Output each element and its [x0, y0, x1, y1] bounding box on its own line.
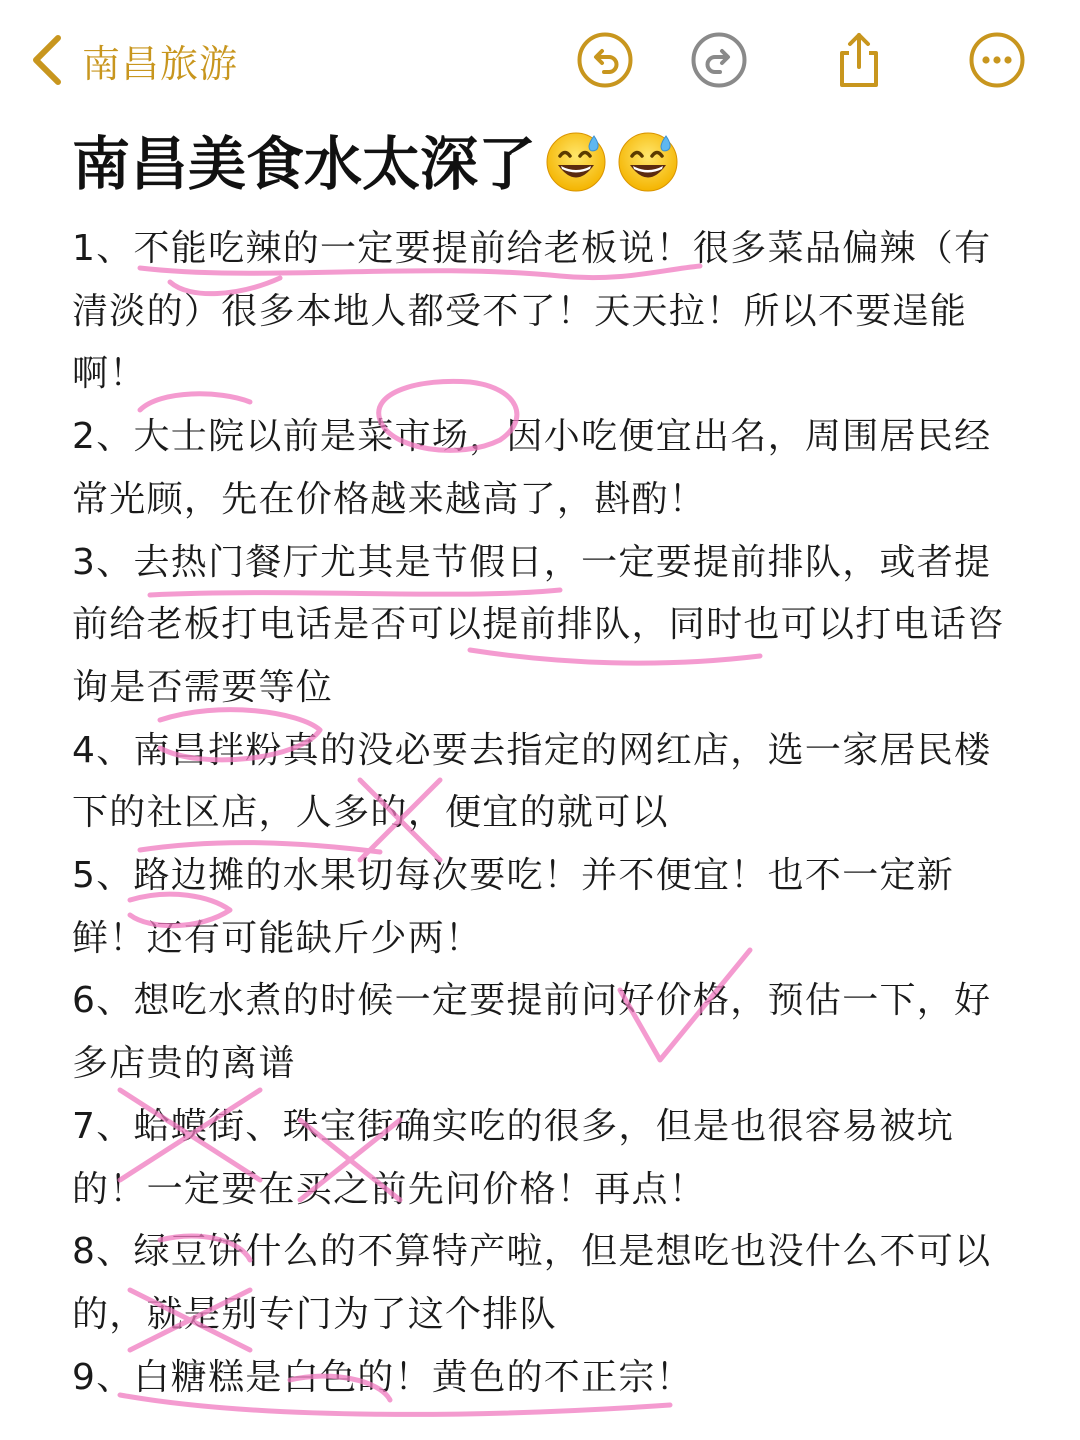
- note-item-6: 6、想吃水煮的时候一定要提前问好价格，预估一下，好多店贵的离谱: [72, 980, 992, 1085]
- note-item-4: 4、南昌拌粉真的没必要去指定的网红店，选一家居民楼下的社区店，人多的，便宜的就可以: [72, 729, 992, 834]
- note-body[interactable]: [72, 218, 1012, 1409]
- grinning-sweat-emoji-icon: [544, 130, 608, 194]
- share-icon[interactable]: [830, 31, 888, 89]
- redo-icon[interactable]: [690, 31, 748, 89]
- note-item-7: 7、蛤蟆街、珠宝街确实吃的很多，但是也很容易被坑的！一定要在买之前先问价格！再点！: [72, 1105, 955, 1210]
- undo-icon[interactable]: [576, 31, 634, 89]
- note-item-2: 2、大士院以前是菜市场，因小吃便宜出名，周围居民经常光顾，先在价格越来越高了，斟酌！: [72, 416, 992, 520]
- note-title-text: 南昌美食水太深了: [72, 130, 537, 198]
- more-icon[interactable]: [968, 31, 1026, 89]
- note-item-8: 8、绿豆饼什么的不算特产啦，但是想吃也没什么不可以的，就是别专门为了这个排队: [72, 1231, 992, 1335]
- back-button[interactable]: [30, 32, 238, 88]
- note-item-1: 1、不能吃辣的一定要提前给老板说！很多菜品偏辣（有清淡的）很多本地人都受不了！天天拉！所以不要逞能啊！: [72, 228, 992, 395]
- note-title: [72, 124, 1032, 204]
- back-chevron-icon: [30, 34, 64, 86]
- back-label: 南昌旅游: [82, 41, 239, 86]
- grinning-sweat-emoji-icon: [616, 130, 680, 194]
- top-toolbar: [0, 0, 1080, 120]
- note-item-9: 9、白糖糕是白色的！黄色的不正宗！: [72, 1356, 694, 1398]
- note-item-5: 5、路边摊的水果切每次要吃！并不便宜！也不一定新鲜！还有可能缺斤少两！: [72, 855, 955, 959]
- note-item-3: 3、去热门餐厅尤其是节假日，一定要提前排队，或者提前给老板打电话是否可以提前排队，同时也可以打电话咨询是否需要等位: [72, 541, 1005, 708]
